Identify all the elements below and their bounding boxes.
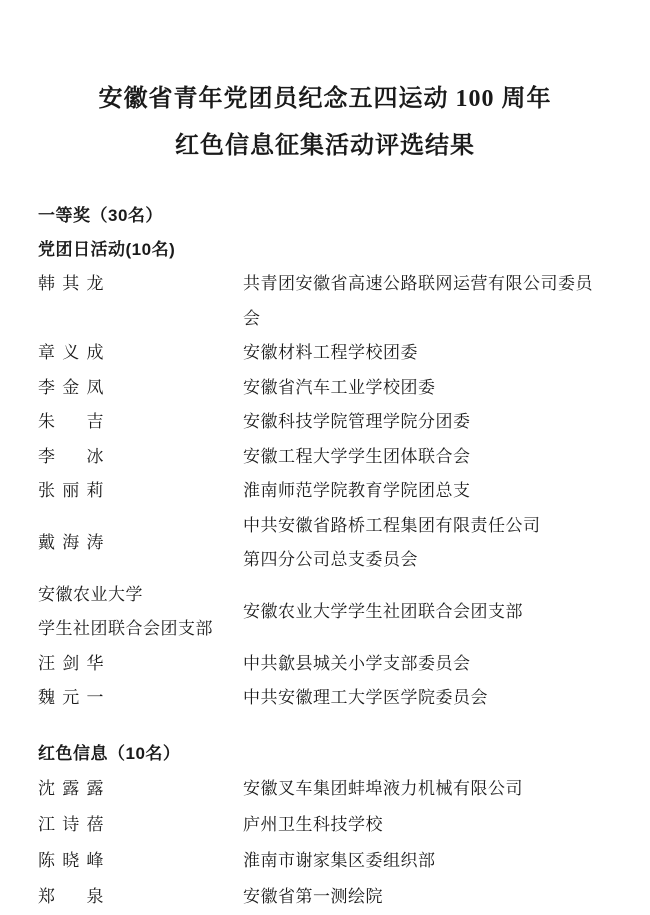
name-cell xyxy=(38,336,243,371)
document-title xyxy=(0,0,650,170)
name-cell xyxy=(38,578,243,647)
winner-name: 章义成 xyxy=(38,343,104,362)
name-cell xyxy=(38,474,243,509)
name-cell xyxy=(38,807,243,843)
table-row xyxy=(38,336,610,371)
winner-name: 李 冰 xyxy=(38,446,104,466)
winner-name: 李金凤 xyxy=(38,377,104,397)
name-cell xyxy=(38,267,243,302)
table-row xyxy=(38,681,610,716)
org-name-line-2: 第四分公司总支委员会 xyxy=(243,550,418,569)
name-cell xyxy=(38,440,243,475)
name-cell xyxy=(38,371,243,406)
winner-name: 汪剑华 xyxy=(38,653,104,673)
section-party-day-activity xyxy=(38,233,610,716)
org-name: 安徽省汽车工业学校团委 xyxy=(243,377,436,397)
winner-name: 韩其龙 xyxy=(38,274,104,293)
org-name: 安徽农业大学学生社团联合会团支部 xyxy=(243,601,523,621)
org-name: 淮南市谢家集区委组织部 xyxy=(243,850,436,870)
winner-name: 陈晓峰 xyxy=(38,850,104,870)
table-row xyxy=(38,647,610,682)
winner-name: 郑 泉 xyxy=(38,886,104,906)
document-title-line-2: 红色信息征集活动评选结果 xyxy=(175,133,475,159)
award-tier-heading: 一等奖（30名） xyxy=(38,206,163,225)
document-title-line-1: 安徽省青年党团员纪念五四运动 100 周年 xyxy=(98,86,552,112)
name-cell xyxy=(38,681,243,716)
table-row xyxy=(38,371,610,406)
org-name: 安徽叉车集团蚌埠液力机械有限公司 xyxy=(243,778,523,798)
org-name: 中共安徽理工大学医学院委员会 xyxy=(243,688,488,707)
name-cell xyxy=(38,526,243,561)
winner-name: 张丽莉 xyxy=(38,481,104,500)
table-row xyxy=(38,843,610,879)
table-row xyxy=(38,771,610,807)
winner-name-line-1: 安徽农业大学 xyxy=(38,584,143,604)
org-name-line-1: 中共安徽省路桥工程集团有限责任公司 xyxy=(243,515,541,535)
name-cell xyxy=(38,843,243,879)
name-cell xyxy=(38,771,243,807)
org-name: 安徽省第一测绘院 xyxy=(243,886,383,906)
org-name: 淮南师范学院教育学院团总支 xyxy=(243,481,471,500)
winner-name: 江诗蓓 xyxy=(38,814,104,834)
winner-name: 朱 吉 xyxy=(38,412,104,431)
document-body xyxy=(0,199,650,915)
winner-name-line-2: 学生社团联合会团支部 xyxy=(38,619,213,638)
table-row xyxy=(38,267,610,336)
table-row xyxy=(38,807,610,843)
winner-name: 戴海涛 xyxy=(38,532,104,552)
org-name: 安徽工程大学学生团体联合会 xyxy=(243,446,471,466)
org-name: 安徽材料工程学校团委 xyxy=(243,343,418,362)
winner-name: 沈露露 xyxy=(38,778,104,798)
name-cell xyxy=(38,405,243,440)
table-row xyxy=(38,509,610,578)
table-row xyxy=(38,879,610,915)
table-row xyxy=(38,578,610,647)
table-row xyxy=(38,440,610,475)
org-name: 庐州卫生科技学校 xyxy=(243,814,383,834)
section-heading: 红色信息（10名） xyxy=(38,743,181,763)
org-name: 安徽科技学院管理学院分团委 xyxy=(243,412,471,431)
name-cell xyxy=(38,879,243,915)
name-cell xyxy=(38,647,243,682)
org-name: 中共歙县城关小学支部委员会 xyxy=(243,653,471,673)
org-name: 共青团安徽省高速公路联网运营有限公司委员会 xyxy=(243,274,593,328)
winner-name: 魏元一 xyxy=(38,688,104,707)
org-name xyxy=(243,509,610,578)
table-row xyxy=(38,405,610,440)
table-row xyxy=(38,474,610,509)
section-heading: 党团日活动(10名) xyxy=(38,240,176,259)
section-red-information xyxy=(38,737,610,915)
